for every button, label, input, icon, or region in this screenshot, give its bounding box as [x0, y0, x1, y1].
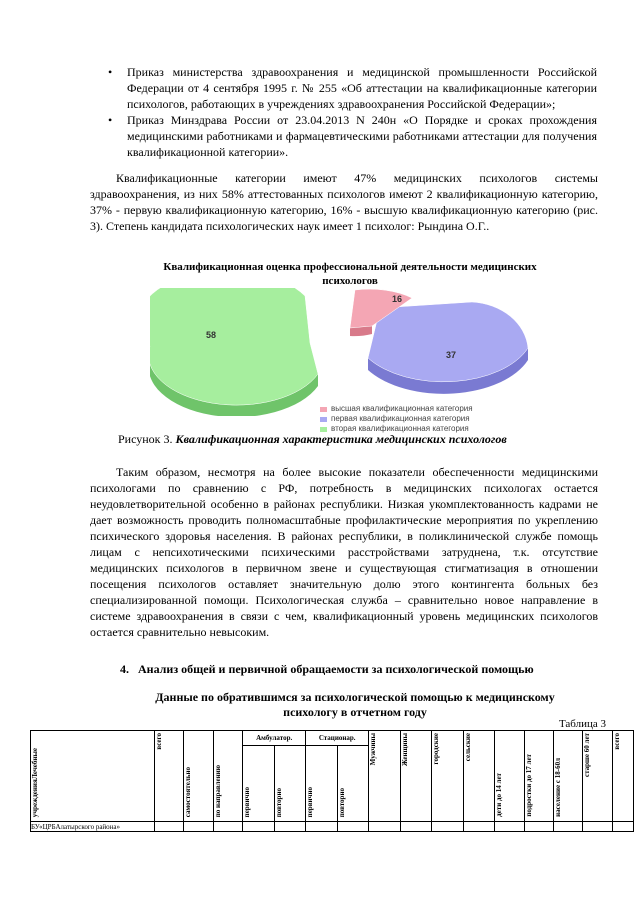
- header-inpatient-primary: первично: [306, 746, 338, 822]
- header-total-2: всего: [612, 731, 633, 822]
- legend-label: первая квалификационная категория: [331, 414, 470, 423]
- table-cell: [337, 822, 369, 832]
- table-cell: [495, 822, 524, 832]
- header-inpatient: Стационар.: [306, 731, 369, 746]
- bullet-icon: •: [108, 113, 113, 127]
- header-teens: подростки до 17 лет: [524, 731, 553, 822]
- table-row: [31, 822, 634, 832]
- table-cell: [612, 822, 633, 832]
- header-urban: городские: [432, 731, 464, 822]
- bullet-text: Приказ министерства здравоохранения и медицинской промышленности Российской Федерации от 4 сентября 1995 г. № 255 «Об аттестации на квалификационные категории психологов, работающих в учреждениях здравоохранения Российской Федерации»;: [127, 65, 597, 111]
- header-institution: учрежденияЛечебные: [31, 731, 155, 822]
- table-cell: [243, 822, 275, 832]
- header-elderly: старше 60 лет: [583, 731, 612, 822]
- legend-swatch: [320, 417, 327, 422]
- list-item: [97, 64, 597, 112]
- header-adults: население с 18-60л: [554, 731, 583, 822]
- legend-label: вторая квалификационная категория: [331, 424, 469, 433]
- data-label-highest: 16: [392, 294, 403, 304]
- header-outpatient: Амбулатор.: [243, 731, 306, 746]
- header-inpatient-repeat: повторно: [337, 746, 369, 822]
- data-label-second: 58: [206, 330, 217, 340]
- header-outpatient-repeat: повторно: [274, 746, 306, 822]
- table-cell: [184, 822, 213, 832]
- header-men: Мужчины: [369, 731, 401, 822]
- figure-title: Квалификационная характеристика медицинских психологов: [175, 432, 507, 446]
- legend-entry: [320, 404, 473, 414]
- table-cell: [154, 822, 183, 832]
- pie-slice-second: [150, 288, 318, 405]
- legend-swatch: [320, 407, 327, 412]
- header-children: дети до 14 лет: [495, 731, 524, 822]
- paragraph-conclusion: Таким образом, несмотря на более высокие показатели обеспеченности медицинскими психологами по сравнению с РФ, потребность в медицинских психологах остается неудовлетворительной особенно в районах республики. Низкая укомплектованность кадрами не дает возможность проводить полномасштабные профилактические мероприятия по укреплению психического здоровья населения. В районах республики, в поликлинической службе помощь лицам с непсихотическими психическими расстройствами затруднена, т.к. отсутствие медицинских психологов в первичном звене и существующая стигматизация в отношении посещения психологов оставляет значительную долю этого контингента больных без специализированной помощи. Психологическая служба – сравнительно новое направление в системе здравоохранения в связи с чем, квалификационный уровень медицинских психологов остается сравнительно невысоким.: [90, 465, 598, 639]
- bullet-icon: •: [108, 65, 113, 79]
- header-self: самостоятельно: [184, 731, 213, 822]
- table-title: Данные по обратившимся за психологической помощью к медицинскому психологу в отчетном году: [155, 690, 555, 719]
- section-heading: 4. Анализ общей и первичной обращаемости за психологической помощью: [120, 662, 534, 676]
- legend-swatch: [320, 427, 327, 432]
- chart-title: Квалификационная оценка профессиональной деятельности медицинских психологов: [163, 261, 537, 287]
- data-table: [30, 730, 634, 832]
- row-institution-name: БУ«ЦРБАлатырского района»: [31, 822, 155, 832]
- list-item: [97, 112, 597, 160]
- order-list: [97, 64, 597, 160]
- table-cell: [306, 822, 338, 832]
- chart-legend: [320, 404, 473, 434]
- table-cell: [400, 822, 432, 832]
- table-cell: [524, 822, 553, 832]
- table-cell: [369, 822, 401, 832]
- legend-label: высшая квалификационная категория: [331, 404, 473, 413]
- figure-caption: [118, 432, 507, 447]
- header-referral: по направлению: [213, 731, 242, 822]
- header-outpatient-primary: первично: [243, 746, 275, 822]
- paragraph-qualification: Квалификационные категории имеют 47% медицинских психологов системы здравоохранения, из них 58% аттестованных психологов имеют 2 квалификационную категорию, 37% - первую квалификационную категорию, 16% - высшую квалификационную категорию (рис. 3). Степень кандидата психологических наук имеет 1 психолог: Рындина О.Г..: [90, 171, 598, 233]
- header-women: Женщины: [400, 731, 432, 822]
- table-number: Таблица 3: [558, 718, 606, 730]
- table-cell: [213, 822, 242, 832]
- pie-chart: [150, 288, 550, 416]
- figure-number: Рисунок 3.: [118, 432, 173, 446]
- header-total: всего: [154, 731, 183, 822]
- data-label-first: 37: [446, 350, 457, 360]
- legend-entry: [320, 414, 473, 424]
- bullet-text: Приказ Минздрава России от 23.04.2013 N 240н «О Порядке и сроках прохождения медицинскими работниками и фармацевтическими работниками аттестации для получения квалификационной категории».: [127, 113, 597, 159]
- table-cell: [274, 822, 306, 832]
- header-rural: сельские: [463, 731, 495, 822]
- table-cell: [463, 822, 495, 832]
- table-cell: [432, 822, 464, 832]
- table-cell: [554, 822, 583, 832]
- table-cell: [583, 822, 612, 832]
